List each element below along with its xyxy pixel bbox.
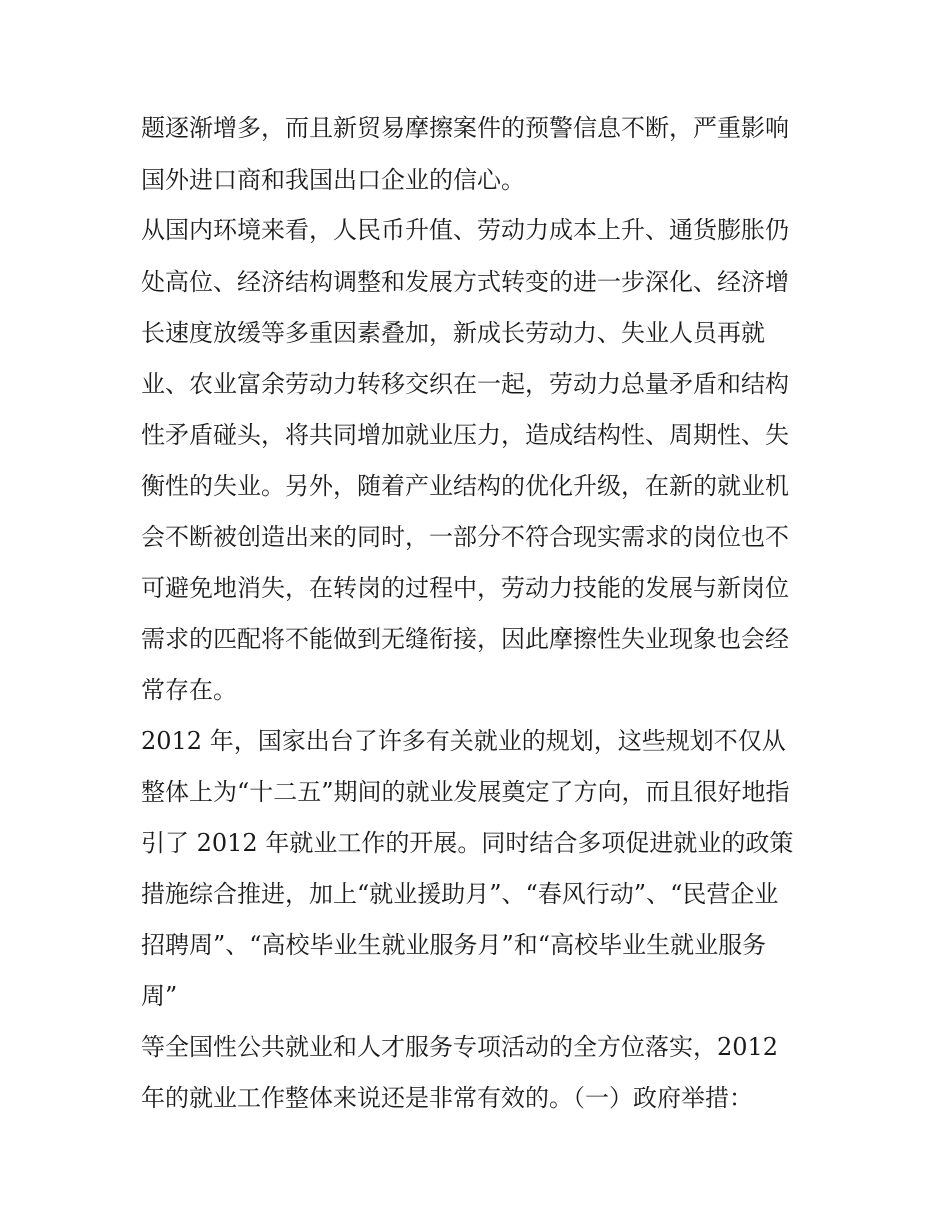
text-line: 国外进口商和我国出口企业的信心。: [141, 166, 525, 194]
text-line: 2012 年，国家出台了许多有关就业的规划，这些规划不仅从: [141, 727, 786, 755]
text-line: 年的就业工作整体来说还是非常有效的。（一）政府举措：: [141, 1084, 753, 1112]
text-line: 整体上为“十二五”期间的就业发展奠定了方向，而且很好地指: [141, 778, 790, 806]
text-line: 题逐渐增多，而且新贸易摩擦案件的预警信息不断，严重影响: [141, 114, 789, 142]
text-line: 周”: [141, 982, 178, 1010]
text-line: 招聘周”、“高校毕业生就业服务月”和“高校毕业生就业服务: [141, 931, 767, 959]
text-line: 引了 2012 年就业工作的开展。同时结合多项促进就业的政策: [141, 829, 794, 857]
text-line: 等全国性公共就业和人才服务专项活动的全方位落实，2012: [141, 1033, 779, 1061]
text-line: 需求的匹配将不能做到无缝衔接，因此摩擦性失业现象也会经: [141, 625, 789, 653]
text-line: 性矛盾碰头，将共同增加就业压力，造成结构性、周期性、失: [141, 421, 789, 449]
text-line: 可避免地消失，在转岗的过程中，劳动力技能的发展与新岗位: [141, 574, 789, 602]
text-line: 长速度放缓等多重因素叠加，新成长劳动力、失业人员再就: [141, 319, 765, 347]
text-line: 会不断被创造出来的同时，一部分不符合现实需求的岗位也不: [141, 523, 789, 551]
text-line: 常存在。: [141, 676, 237, 704]
text-line: 衡性的失业。另外，随着产业结构的优化升级，在新的就业机: [141, 472, 789, 500]
text-line: 措施综合推进，加上“就业援助月”、“春风行动”、“民营企业: [141, 880, 779, 908]
text-line: 业、农业富余劳动力转移交织在一起，劳动力总量矛盾和结构: [141, 370, 789, 398]
text-line: 从国内环境来看，人民币升值、劳动力成本上升、通货膨胀仍: [141, 216, 789, 244]
text-line: 处高位、经济结构调整和发展方式转变的进一步深化、经济增: [141, 268, 789, 296]
